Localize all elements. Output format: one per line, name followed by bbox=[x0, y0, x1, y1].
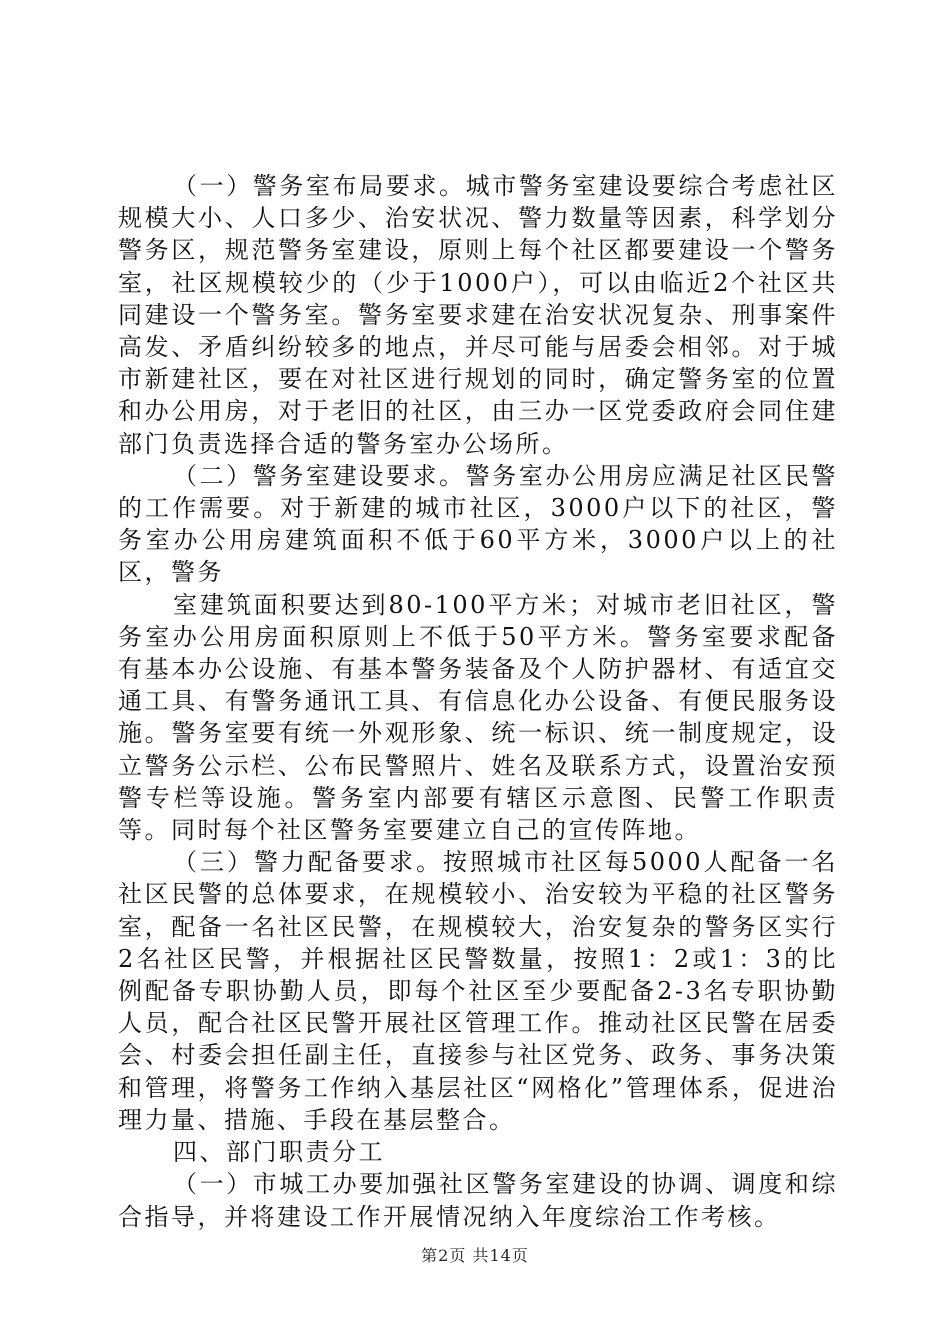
page-number-footer: 第2页 共14页 bbox=[421, 1246, 529, 1265]
paragraph-construction-requirements: （二）警务室建设要求。警务室办公用房应满足社区民警的工作需要。对于新建的城市社区，3000户以下的社区，警务室办公用房建筑面积不低于60平方米，3000户以上的社区，警务 bbox=[118, 461, 838, 587]
paragraph-layout-requirements: （一）警务室布局要求。城市警务室建设要综合考虑社区规模大小、人口多少、治安状况、警力数量等因素，科学划分警务区，规范警务室建设，原则上每个社区都要建设一个警务室，社区规模较少的（少于1000户），可以由临近2个社区共同建设一个警务室。警务室要求建在治安状况复杂、刑事案件高发、矛盾纠纷较多的地点，并尽可能与居委会相邻。对于城市新建社区，要在对社区进行规划的同时，确定警务室的位置和办公用房，对于老旧的社区，由三办一区党委政府会同住建部门负责选择合适的警务室办公场所。 bbox=[118, 172, 838, 458]
paragraph-city-office-duties: （一）市城工办要加强社区警务室建设的协调、调度和综合指导，并将建设工作开展情况纳入年度综治工作考核。 bbox=[118, 1170, 838, 1231]
section-heading-department-duties: 四、部门职责分工 bbox=[173, 1138, 385, 1167]
document-body bbox=[118, 170, 838, 1233]
paragraph-construction-requirements-continued: 室建筑面积要达到80-100平方米；对城市老旧社区，警务室办公用房面积原则上不低于50平方米。警务室要求配备有基本办公设施、有基本警务装备及个人防护器材、有适宜交通工具、有警务通讯工具、有信息化办公设备、有便民服务设施。警务室要有统一外观形象、统一标识、统一制度规定，设立警务公示栏、公布民警照片、姓名及联系方式，设置治安预警专栏等设施。警务室内部要有辖区示意图、民警工作职责等。同时每个社区警务室要建立自己的宣传阵地。 bbox=[118, 590, 838, 845]
paragraph-staffing-requirements: （三）警力配备要求。按照城市社区每5000人配备一名社区民警的总体要求，在规模较小、治安较为平稳的社区警务室，配备一名社区民警，在规模较大，治安复杂的警务区实行2名社区民警，并根据社区民警数量，按照1：2或1：3的比例配备专职协勤人员，即每个社区至少要配备2-3名专职协勤人员，配合社区民警开展社区管理工作。推动社区民警在居委会、村委会担任副主任，直接参与社区党务、政务、事务决策和管理，将警务工作纳入基层社区“网格化”管理体系，促进治理力量、措施、手段在基层整合。 bbox=[118, 848, 838, 1134]
